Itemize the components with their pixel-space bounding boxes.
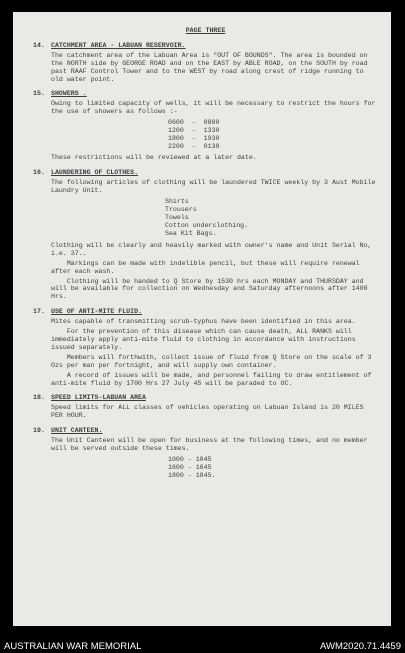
page-title: PAGE THREE: [185, 27, 226, 34]
clothing-list: [33, 198, 378, 238]
time-row: 2200 - 0130: [168, 142, 220, 150]
section-number: 17.: [33, 308, 45, 316]
section-heading: [33, 169, 378, 177]
section-15: [33, 90, 378, 161]
section-heading: [33, 42, 378, 50]
section-number: 14.: [33, 41, 45, 49]
list-item: Cotton underclothing.: [165, 222, 249, 230]
list-item: Shirts: [165, 198, 189, 206]
section-title: SHOWERS .: [51, 90, 87, 98]
section-number: 16.: [33, 168, 45, 176]
section-text: These restrictions will be reviewed at a later date.: [51, 153, 257, 161]
section-text: Clothing will be handed to Q Store by 1530 hrs each MONDAY and THURSDAY and will be available for collection on Wednesday and Saturday afternoons after 1400 Hrs.: [51, 277, 372, 301]
footer-institution: AUSTRALIAN WAR MEMORIAL: [4, 641, 142, 652]
section-title: UNIT CANTEEN.: [51, 427, 103, 435]
section-number: 15.: [33, 90, 45, 98]
time-row: 0600 - 0800: [168, 119, 220, 127]
section-number: 18.: [33, 394, 45, 402]
section-heading: [33, 427, 378, 435]
time-row: 1200 - 1330: [168, 127, 220, 135]
section-18: [33, 394, 378, 420]
section-text: The catchment area of the Labuan Area is "OUT OF BOUNDS". The area is bounded on the NORTH side by GEORGE ROAD and on the EAST by ABLE ROAD, on the SOUTH by road past RAAF Control Tower and to the WEST by road along crest of ridge running to old water point.: [51, 51, 372, 83]
footer-accession-number: AWM2020.71.4459: [320, 641, 401, 652]
list-item: Trousers: [165, 206, 197, 214]
archive-footer: [0, 637, 405, 653]
section-19: [33, 427, 378, 479]
section-title: CATCHMENT AREA - LABUAN RESERVOIR.: [51, 41, 186, 49]
time-row: 1800 - 1930: [168, 134, 220, 142]
section-number: 19.: [33, 427, 45, 435]
section-text: Owing to limited capacity of wells, it will be necessary to restrict the hours for the use of showers as follows :-: [51, 100, 380, 116]
section-text: Markings can be made with indelible pencil, but these will require renewal after each wash.: [51, 259, 364, 275]
section-heading: [33, 308, 378, 316]
section-title: LAUNDERING OF CLOTHES.: [51, 168, 139, 176]
section-title: USE OF ANTI-MITE FLUID.: [51, 308, 143, 316]
section-text: The Unit Canteen will be open for business at the following times, and no member will be served outside these times.: [51, 437, 372, 452]
section-16: [33, 169, 378, 302]
shower-times: [33, 119, 378, 151]
time-row: 1600 - 1645: [168, 463, 212, 471]
section-heading: [33, 90, 378, 98]
section-text: The following articles of clothing will be laundered TWICE weekly by 3 Aust Mobile Laundry Unit.: [51, 178, 380, 194]
section-14: [33, 42, 378, 84]
section-text: Members will forthwith, collect issue of fluid from Q Store on the scale of 3 Ozs per man per fortnight, and will supply own container.: [51, 353, 376, 369]
section-title: SPEED LIMITS-LABUAN AREA: [51, 394, 146, 402]
section-text: A record of issues will be made, and personnel failing to draw entitlement of anti-mite fluid by 1700 Hrs 27 July 45 will be paraded to OC.: [51, 371, 376, 387]
section-text: Speed limits for ALL classes of vehicles operating on Labuan Island is 20 MILES PER HOUR.: [51, 404, 368, 420]
document-body: [33, 27, 378, 483]
time-row: 1800 - 1845.: [168, 471, 216, 479]
section-text: For the prevention of this disease which can cause death, ALL RANKS will immediately apply anti-mite fluid to clothing in accordance with instructions issued separately.: [51, 328, 360, 351]
list-item: Sea Kit Bags.: [165, 230, 217, 238]
section-text: Clothing will be clearly and heavily marked with owner's name and Unit Serial No, i.e. 37..: [51, 241, 376, 257]
section-17: [33, 308, 378, 387]
section-heading: [33, 394, 378, 402]
document-page: [13, 12, 391, 626]
list-item: Towels: [165, 214, 189, 222]
canteen-times: [33, 456, 378, 480]
section-text: Mites capable of transmitting scrub-typhus have been identified in this area.: [51, 318, 356, 326]
time-row: 1000 - 1045: [168, 455, 212, 463]
